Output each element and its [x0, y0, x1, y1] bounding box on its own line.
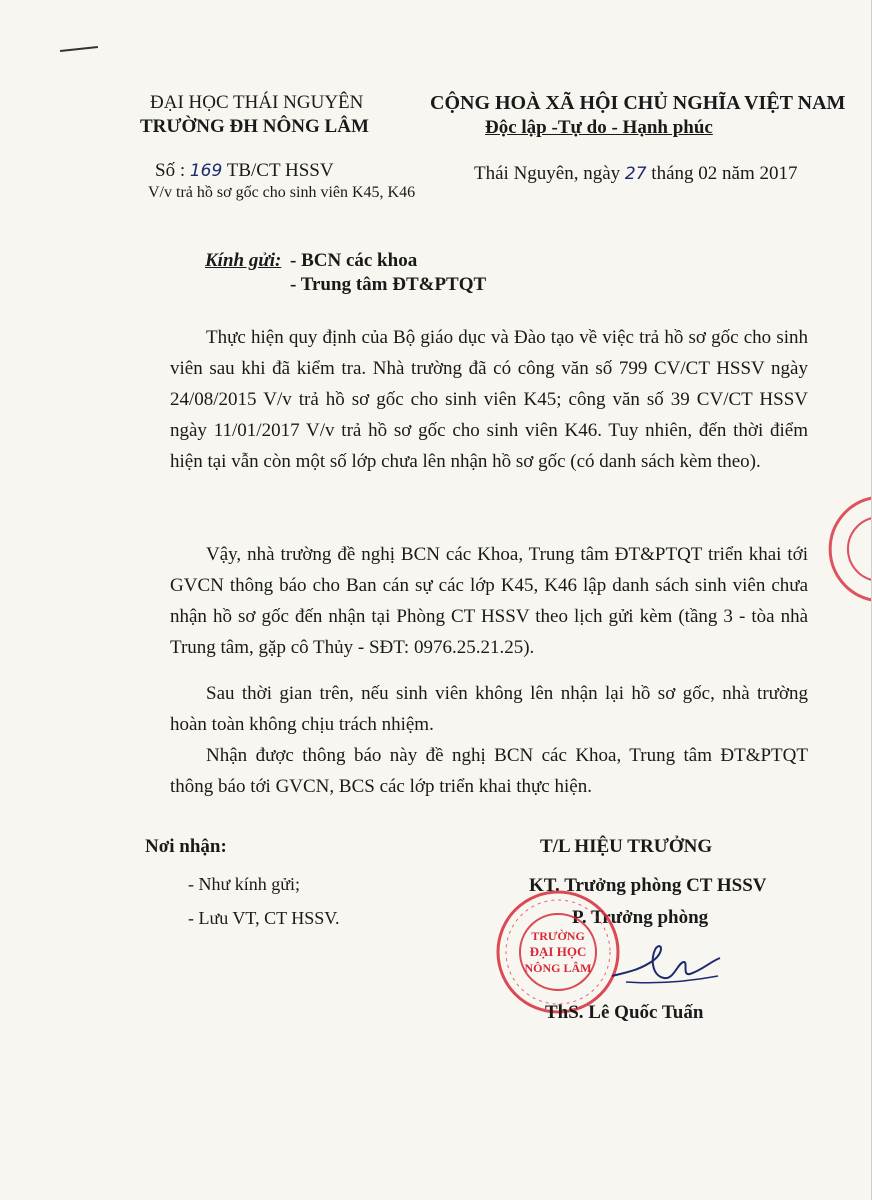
noi-nhan-item-1: - Như kính gửi; — [188, 874, 301, 894]
doc-number-handwritten: 169 — [189, 161, 223, 181]
recipient-item-1: - BCN các khoa — [290, 250, 418, 271]
pen-stroke-mark — [60, 46, 98, 52]
recipient-item-2: - Trung tâm ĐT&PTQT — [290, 274, 487, 295]
body-paragraph-2-text: Vậy, nhà trường đề nghị BCN các Khoa, Trung tâm ĐT&PTQT triển khai tới GVCN thông báo cho Ban cán sự các lớp K45, K46 lập danh sách sinh viên chưa nhận hồ sơ gốc đến nhận tại Phòng CT HSSV theo lịch gửi kèm (tầng 3 - tòa nhà Trung tâm, gặp cô Thủy - SĐT: 0976.25.21.25). — [170, 544, 808, 658]
stamp-line-2: ĐẠI HỌC — [529, 944, 587, 959]
date-suffix: tháng 02 năm 2017 — [651, 163, 798, 184]
body-paragraph-2 — [170, 539, 808, 663]
body-paragraph-3-text: Sau thời gian trên, nếu sinh viên không lên nhận lại hồ sơ gốc, nhà trường hoàn toàn không chịu trách nhiệm. — [170, 683, 808, 735]
doc-number-suffix: TB/CT HSSV — [226, 160, 334, 181]
sign-title-2: KT. Trưởng phòng CT HSSV — [529, 875, 767, 896]
edge-seal-fragment — [826, 494, 872, 604]
university-seal-stamp — [494, 888, 622, 1016]
sign-title-3: P. Trưởng phòng — [572, 907, 709, 928]
handwritten-signature — [606, 932, 726, 996]
body-paragraph-1 — [170, 322, 808, 477]
body-paragraph-3 — [170, 678, 808, 740]
signer-name: ThS. Lê Quốc Tuấn — [545, 1002, 704, 1023]
stamp-line-1: TRƯỜNG — [531, 929, 585, 943]
date-day-handwritten: 27 — [624, 164, 647, 184]
body-paragraph-1-text: Thực hiện quy định của Bộ giáo dục và Đào tạo về việc trả hồ sơ gốc cho sinh viên sau khi đã kiểm tra. Nhà trường đã có công văn số 799 CV/CT HSSV ngày 24/08/2015 V/v trả hồ sơ gốc cho sinh viên K45; công văn số 39 CV/CT HSSV ngày 11/01/2017 V/v trả hồ sơ gốc cho sinh viên K46. Tuy nhiên, đến thời điểm hiện tại vẫn còn một số lớp chưa lên nhận hồ sơ gốc (có danh sách kèm theo). — [170, 327, 808, 472]
doc-date — [474, 163, 797, 185]
noi-nhan-item-2: - Lưu VT, CT HSSV. — [188, 908, 340, 928]
stamp-line-3: NÔNG LÂM — [524, 961, 592, 975]
doc-number — [155, 160, 334, 182]
doc-subject: V/v trả hồ sơ gốc cho sinh viên K45, K46 — [148, 184, 416, 201]
nation-title: CỘNG HOÀ XÃ HỘI CHỦ NGHĨA VIỆT NAM — [430, 92, 846, 114]
body-paragraph-4 — [170, 740, 808, 802]
org-name-line2: TRƯỜNG ĐH NÔNG LÂM — [140, 116, 369, 137]
recipients-label: Kính gửi: — [205, 250, 282, 271]
org-name-line1: ĐẠI HỌC THÁI NGUYÊN — [150, 92, 364, 113]
nation-motto: Độc lập -Tự do - Hạnh phúc — [485, 117, 713, 138]
sign-title-1: T/L HIỆU TRƯỞNG — [540, 836, 713, 857]
date-prefix: Thái Nguyên, ngày — [474, 163, 621, 184]
noi-nhan-label: Nơi nhận: — [145, 836, 227, 857]
doc-number-prefix: Số : — [155, 160, 186, 181]
body-paragraph-4-text: Nhận được thông báo này đề nghị BCN các Khoa, Trung tâm ĐT&PTQT thông báo tới GVCN, BCS các lớp triển khai thực hiện. — [170, 745, 808, 797]
